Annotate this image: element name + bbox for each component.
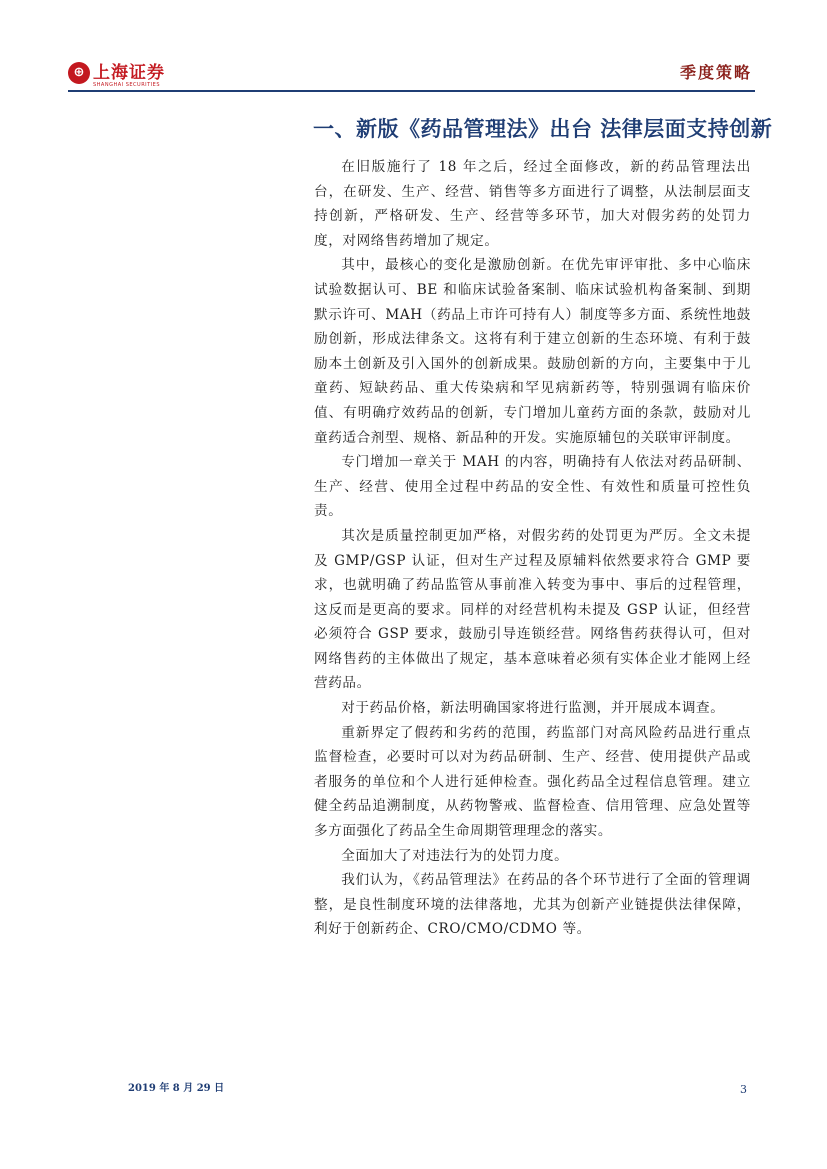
- body-text: [314, 155, 751, 942]
- report-type-label: 季度策略: [679, 63, 752, 82]
- header-divider: [68, 90, 755, 92]
- paragraph: 我们认为，《药品管理法》在药品的各个环节进行了全面的管理调整，是良性制度环境的法律落地，尤其为创新产业链提供法律保障，利好于创新药企、CRO/CMO/CDMO 等。: [314, 872, 751, 938]
- paragraph: 全面加大了对违法行为的处罚力度。: [341, 847, 569, 864]
- paragraph: 其中，最核心的变化是激励创新。在优先审评审批、多中心临床试验数据认可、BE 和临床试验备案制、临床试验机构备案制、到期默示许可、MAH（药品上市许可持有人）制度等多方面、系统性地鼓励创新，形成法律条文。这将有利于建立创新的生态环境、有利于鼓励本土创新及引入国外的创新成果。鼓励创新的方向，主要集中于儿童药、短缺药品、重大传染病和罕见病新药等，特别强调有临床价值、有明确疗效药品的创新，专门增加儿童药方面的条款，鼓励对儿童药适合剂型、规格、新品种的开发。实施原辅包的关联审评制度。: [314, 257, 751, 446]
- section-heading: 一、新版《药品管理法》出台 法律层面支持创新: [313, 116, 773, 141]
- page-header: [0, 0, 827, 95]
- logo-icon: ⊕: [68, 62, 90, 84]
- paragraph: 在旧版施行了 18 年之后，经过全面修改，新的药品管理法出台，在研发、生产、经营、销售等多方面进行了调整，从法制层面支持创新，严格研发、生产、经营等多环节，加大对假劣药的处罚力度，对网络售药增加了规定。: [314, 159, 751, 249]
- page-number: 3: [740, 1083, 747, 1096]
- paragraph: 对于药品价格，新法明确国家将进行监测，并开展成本调查。: [341, 700, 725, 717]
- paragraph: 其次是质量控制更加严格，对假劣药的处罚更为严厉。全文未提及 GMP/GSP 认证，但对生产过程及原辅料依然要求符合 GMP 要求，也就明确了药品监管从事前准入转变为事中、事后的过程管理，这反而是更高的要求。同样的对经营机构未提及 GSP 认证，但经营必须符合 GSP 要求，鼓励引导连锁经营。网络售药获得认可，但对网络售药的主体做出了规定，基本意味着必须有实体企业才能网上经营药品。: [314, 527, 751, 692]
- paragraph: 专门增加一章关于 MAH 的内容，明确持有人依法对药品研制、生产、经营、使用全过程中药品的安全性、有效性和质量可控性负责。: [314, 454, 751, 520]
- footer-date: 2019 年 8 月 29 日: [128, 1083, 225, 1094]
- paragraph: 重新界定了假药和劣药的范围，药监部门对高风险药品进行重点监督检查，必要时可以对为药品研制、生产、经营、使用提供产品或者服务的单位和个人进行延伸检查。强化药品全过程信息管理。建立健全药品追溯制度，从药物警戒、监督检查、信用管理、应急处置等多方面强化了药品全生命周期管理理念的落实。: [314, 724, 751, 840]
- logo-english-name: SHANGHAI SECURITIES: [93, 82, 161, 88]
- company-logo: [68, 62, 178, 92]
- logo-chinese-name: 上海证券: [93, 63, 165, 83]
